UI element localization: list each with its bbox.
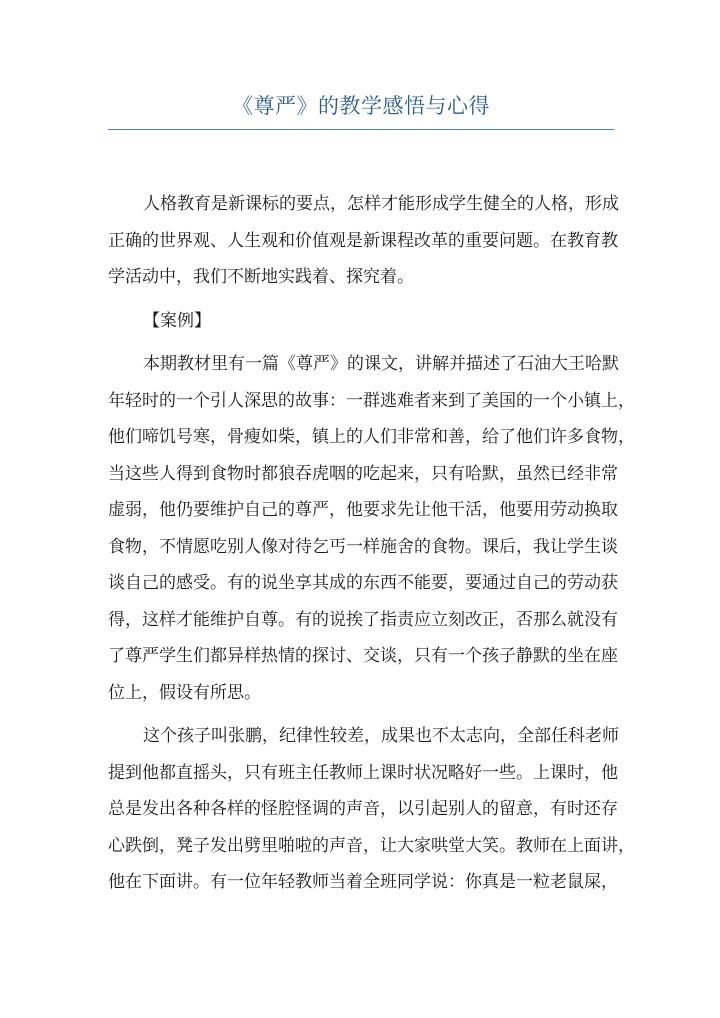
paragraph-line: 本期教材里有一篇《尊严》的课文，讲解并描述了石油大王哈默	[143, 354, 619, 374]
paragraph-line: 提到他都直摇头，只有班主任教师上课时状况略好一些。上课时，他	[108, 762, 618, 783]
paragraph-line: 得，这样才能维护自尊。有的说挨了指责应立刻改正，否那么就没有	[108, 609, 618, 630]
paragraph-line: 正确的世界观、人生观和价值观是新课程改革的重要问题。在教育教	[108, 230, 618, 251]
paragraph-line: 这个孩子叫张鹏，纪律性较差，成果也不太志向，全部任科老师	[143, 726, 619, 746]
paragraph-line: 心跌倒，凳子发出劈里啪啦的声音，让大家哄堂大笑。教师在上面讲，	[108, 835, 635, 856]
title-divider	[108, 129, 614, 130]
paragraph-line: 年轻时的一个引人深思的故事：一群逃难者来到了美国的一个小镇上，	[108, 390, 635, 411]
document-body	[108, 186, 635, 901]
paragraph-line: 虚弱，他仍要维护自己的尊严，他要求先让他干活，他要用劳动换取	[108, 500, 618, 520]
paragraph-line: 他在下面讲。有一位年轻教师当着全班同学说：你真是一粒老鼠屎，	[108, 872, 618, 892]
document-title: 《尊严》的教学感悟与心得	[232, 94, 490, 118]
paragraph-line: 谈自己的感受。有的说坐享其成的东西不能要，要通过自己的劳动获	[108, 573, 618, 593]
paragraph-line: 当这些人得到食物时都狼吞虎咽的吃起来，只有哈默，虽然已经非常	[108, 463, 618, 484]
section-heading: 【案例】	[143, 310, 211, 331]
paragraph-line: 人格教育是新课标的要点，怎样才能形成学生健全的人格，形成	[143, 194, 619, 214]
paragraph-line: 了尊严学生们都异样热情的探讨、交谈，只有一个孩子静默的坐在座	[108, 646, 618, 666]
paragraph-line: 位上，假设有所思。	[108, 682, 261, 703]
paragraph-line: 总是发出各种各样的怪腔怪调的声音，以引起别人的留意，有时还存	[108, 799, 618, 819]
paragraph-line: 他们啼饥号寒，骨瘦如柴，镇上的人们非常和善，给了他们许多食物，	[108, 427, 635, 447]
paragraph-line: 学活动中，我们不断地实践着、探究着。	[108, 267, 414, 287]
paragraph-line: 食物，不情愿吃别人像对待乞丐一样施舍的食物。课后，我让学生谈	[108, 536, 618, 557]
